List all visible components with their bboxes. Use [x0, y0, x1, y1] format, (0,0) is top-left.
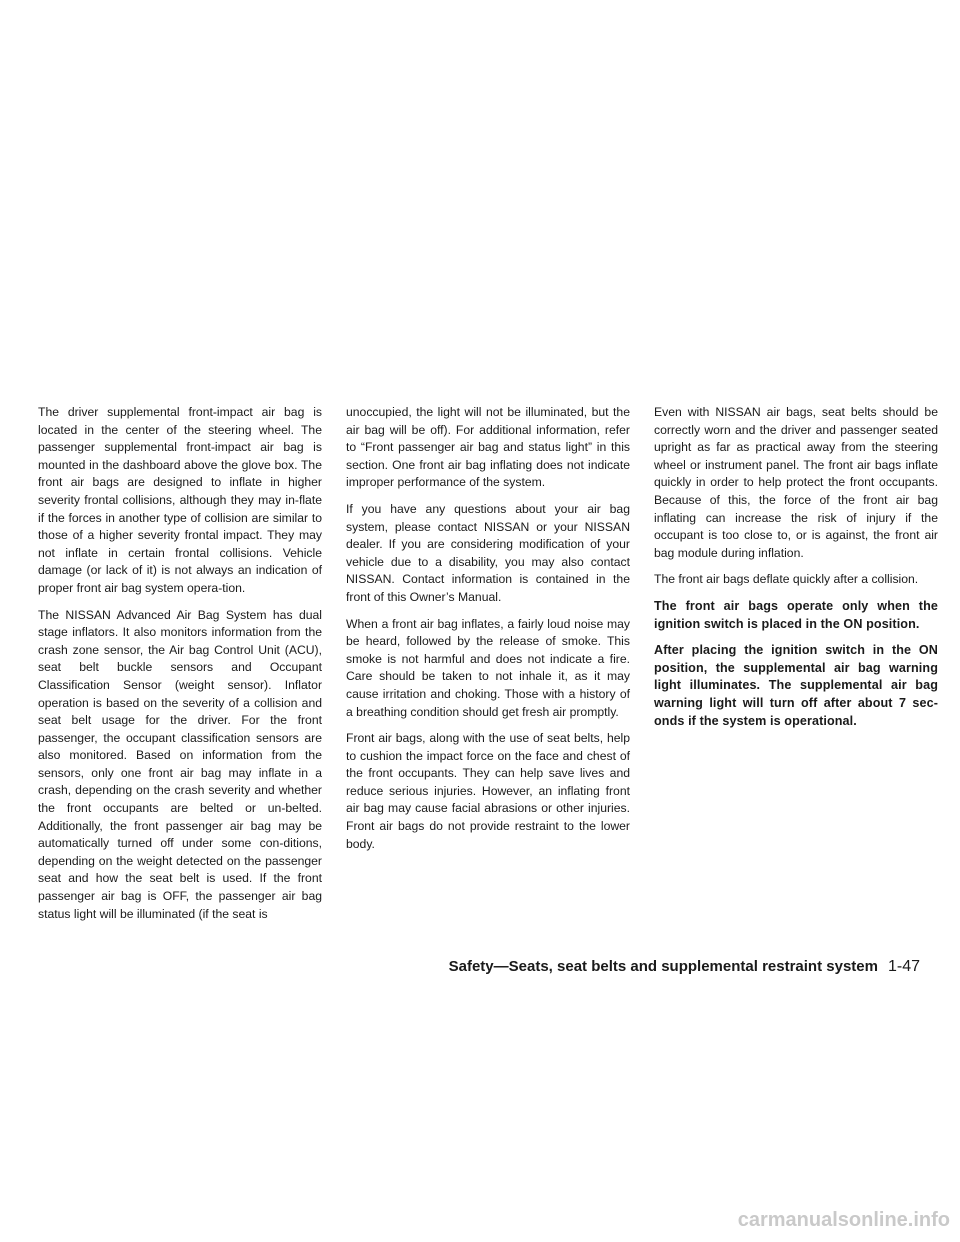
section-title: Safety—Seats, seat belts and supplemental restraint system [448, 958, 878, 975]
paragraph: The front air bags deflate quickly after a collision. [654, 572, 919, 587]
text-column-2 [346, 404, 630, 862]
text-column-3 [654, 404, 938, 739]
bold-notice: After placing the ignition switch in the ON position, the supplemental air bag warning light illuminates. The supplemental air bag warning light will turn off after about 7 sec-onds if the system is operational. [654, 643, 938, 728]
paragraph: If you have any questions about your air bag system, please contact NISSAN or your NISSAN dealer. If you are considering modification of your vehicle due to a disability, you may also contact NISSAN. Contact information is contained in the front of this Owner’s Manual. [346, 501, 630, 604]
page-footer [449, 958, 920, 976]
paragraph: The driver supplemental front-impact air bag is located in the center of the steering wheel. The passenger supplemental front-impact air bag is mounted in the dashboard above the glove box. The front air bags are designed to inflate in higher severity frontal collisions, although they may in-flate if the forces in another type of collision are similar to those of a higher severity frontal impact. They may not inflate in certain frontal collisions. Vehicle damage (or lack of it) is not always an indication of proper front air bag system opera-tion. [38, 405, 322, 595]
page-number: 1-47 [887, 958, 920, 975]
paragraph: Front air bags, along with the use of seat belts, help to cushion the impact force on the face and chest of the front occupants. They can help save lives and reduce serious injuries. However, an inflating front air bag may cause facial abrasions or other injuries. Front air bags do not provide restraint to the lower body. [346, 731, 630, 851]
paragraph: Even with NISSAN air bags, seat belts should be correctly worn and the driver and passenger seated upright as far as practical away from the steering wheel or instrument panel. The front air bags inflate quickly in order to help protect the front occupants. Because of this, the force of the front air bag inflating can increase the risk of injury if the occupant is too close to, or is against, the front air bag module during inflation. [654, 405, 938, 560]
paragraph: unoccupied, the light will not be illuminated, but the air bag will be off). For additional information, refer to “Front passenger air bag and status light” in this section. One front air bag inflating does not indicate improper performance of the system. [346, 405, 630, 490]
text-column-1 [38, 404, 322, 932]
watermark: carmanualsonline.info [737, 1209, 950, 1231]
paragraph: When a front air bag inflates, a fairly loud noise may be heard, followed by the release of smoke. This smoke is not harmful and does not indicate a fire. Care should be taken to not inhale it, as it may cause irritation and choking. Those with a history of a breathing condition should get fresh air promptly. [346, 616, 630, 719]
paragraph: The NISSAN Advanced Air Bag System has dual stage inflators. It also monitors information from the crash zone sensor, the Air bag Control Unit (ACU), seat belt buckle sensors and Occupant Classification Sensor (weight sensor). Inflator operation is based on the severity of a collision and seat belt usage for the driver. For the front passenger, the occupant classification sensors are also monitored. Based on information from the sensors, only one front air bag may inflate in a crash, depending on the crash severity and whether the front occupants are belted or un-belted. Additionally, the front passenger air bag may be automatically turned off under some con-ditions, depending on the weight detected on the passenger seat and how the seat belt is used. If the front passenger air bag is OFF, the passenger air bag status light will be illuminated (if the seat is [38, 607, 322, 921]
bold-notice: The front air bags operate only when the ignition switch is placed in the ON position. [654, 598, 938, 631]
